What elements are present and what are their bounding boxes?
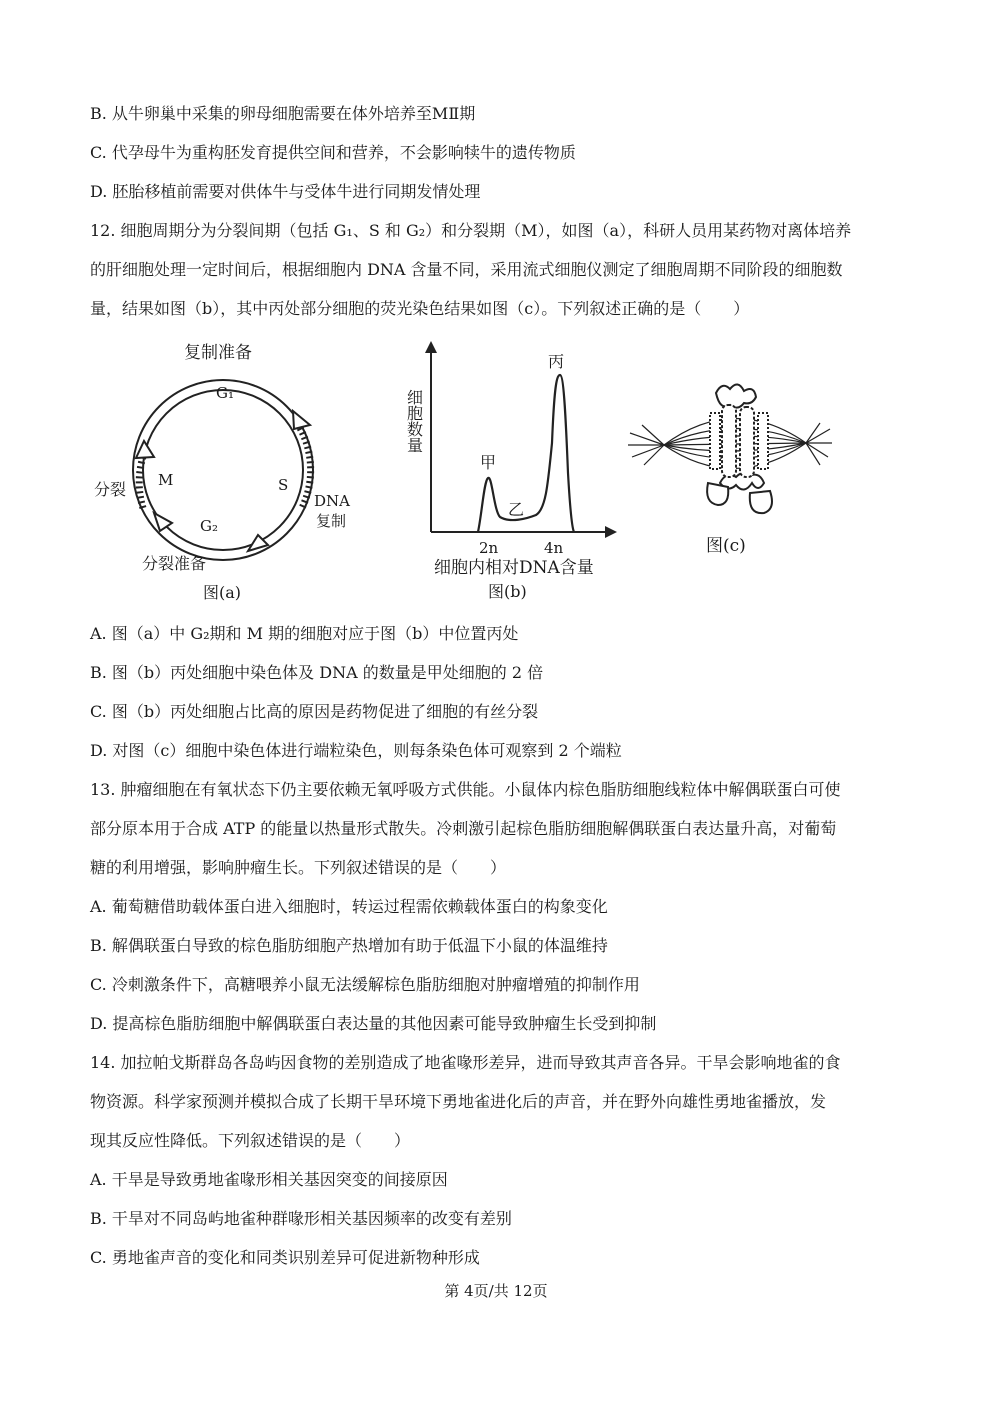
label-division-prep: 分裂准备 [142,554,207,573]
figure-a-cell-cycle [88,333,368,613]
question-12-line1: 12. 细胞周期分为分裂间期（包括 G₁、S 和 G₂）和分裂期（M），如图（a），科研人员用某药物对离体培养 [90,221,852,240]
option-12a: A. 图（a）中 G₂期和 M 期的细胞对应于图（b）中位置丙处 [90,624,519,643]
peak-jia: 甲 [480,453,497,472]
option-14b: B. 干旱对不同岛屿地雀种群喙形相关基因频率的改变有差别 [90,1209,512,1228]
question-13-line3: 糖的利用增强，影响肿瘤生长。下列叙述错误的是（ ） [90,858,507,877]
option-12b: B. 图（b）丙处细胞中染色体及 DNA 的数量是甲处细胞的 2 倍 [90,663,544,682]
caption-b: 图(b) [488,582,527,601]
figure-row [88,333,918,613]
question-14-line2: 物资源。科学家预测并模拟合成了长期干旱环境下勇地雀进化后的声音，并在野外向雄性勇地雀播放，发 [90,1092,827,1111]
question-14-line1: 14. 加拉帕戈斯群岛各岛屿因食物的差别造成了地雀喙形差异，进而导致其声音各异。干旱会影响地雀的食 [90,1053,841,1072]
label-copy-prep: 复制准备 [184,343,252,363]
option-13b: B. 解偶联蛋白导致的棕色脂肪细胞产热增加有助于低温下小鼠的体温维持 [90,936,608,955]
label-g1: G₁ [216,384,234,402]
x-axis-label: 细胞内相对DNA含量 [434,558,594,578]
label-replication: 复制 [316,512,347,530]
caption-c: 图(c) [706,536,746,556]
figure-c-spindle [624,333,834,563]
option-12d: D. 对图（c）细胞中染色体进行端粒染色，则每条染色体可观察到 2 个端粒 [90,741,622,760]
option-12c: C. 图（b）丙处细胞占比高的原因是药物促进了细胞的有丝分裂 [90,702,539,721]
option-13d: D. 提高棕色脂肪细胞中解偶联蛋白表达量的其他因素可能导致肿瘤生长受到抑制 [90,1014,657,1033]
question-12-line3: 量，结果如图（b），其中丙处部分细胞的荧光染色结果如图（c）。下列叙述正确的是（ ） [90,299,750,318]
option-11b: B. 从牛卵巢中采集的卵母细胞需要在体外培养至MⅡ期 [90,104,476,123]
option-13a: A. 葡萄糖借助载体蛋白进入细胞时，转运过程需依赖载体蛋白的构象变化 [90,897,608,916]
label-dna: DNA [314,492,350,510]
option-11d: D. 胚胎移植前需要对供体牛与受体牛进行同期发情处理 [90,182,481,201]
question-13-line1: 13. 肿瘤细胞在有氧状态下仍主要依赖无氧呼吸方式供能。小鼠体内棕色脂肪细胞线粒体中解偶联蛋白可使 [90,780,841,799]
figure-b-histogram [396,333,626,613]
tick-2n: 2n [479,539,499,557]
label-m: M [158,471,174,489]
option-14c: C. 勇地雀声音的变化和同类识别差异可促进新物种形成 [90,1248,480,1267]
label-s: S [278,476,289,494]
page-footer: 第 4页/共 12页 [444,1282,548,1300]
label-g2: G₂ [200,517,218,535]
question-13-line2: 部分原本用于合成 ATP 的能量以热量形式散失。冷刺激引起棕色脂肪细胞解偶联蛋白表达量升高，对葡萄 [90,819,837,838]
option-14a: A. 干旱是导致勇地雀喙形相关基因突变的间接原因 [90,1170,448,1189]
tick-4n: 4n [544,539,564,557]
question-14-line3: 现其反应性降低。下列叙述错误的是（ ） [90,1131,411,1150]
label-division: 分裂 [94,480,127,499]
y-axis-label: 细胞数量 [404,389,424,453]
valley-yi: 乙 [508,500,525,519]
option-11c: C. 代孕母牛为重构胚发育提供空间和营养，不会影响犊牛的遗传物质 [90,143,576,162]
option-13c: C. 冷刺激条件下，高糖喂养小鼠无法缓解棕色脂肪细胞对肿瘤增殖的抑制作用 [90,975,640,994]
caption-a: 图(a) [203,583,242,602]
peak-bing: 丙 [548,352,565,371]
question-12-line2: 的肝细胞处理一定时间后，根据细胞内 DNA 含量不同，采用流式细胞仪测定了细胞周期不同阶段的细胞数 [90,260,843,279]
